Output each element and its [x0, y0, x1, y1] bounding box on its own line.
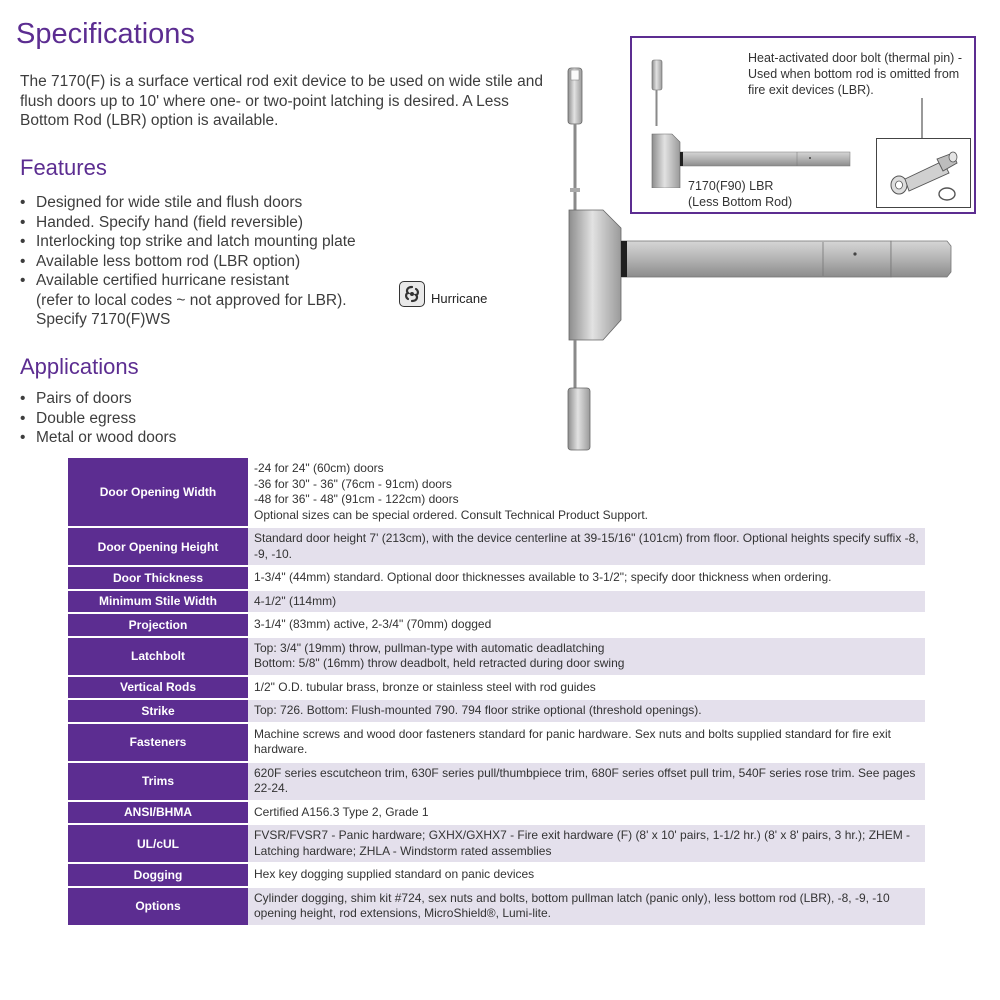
thermal-pin-image	[877, 139, 970, 207]
table-row	[68, 590, 925, 614]
row-label: Dogging	[68, 863, 248, 887]
list-item: • Designed for wide stile and flush doors	[20, 194, 303, 211]
features-heading: Features	[20, 155, 107, 180]
row-label: Vertical Rods	[68, 676, 248, 700]
list-item: • Pairs of doors	[20, 390, 132, 407]
row-value: 3-1/4" (83mm) active, 2-3/4" (70mm) dogged	[248, 613, 925, 637]
row-label: Door Opening Width	[68, 458, 248, 527]
table-row	[68, 824, 925, 863]
row-label: ANSI/BHMA	[68, 801, 248, 825]
list-item: • Handed. Specify hand (field reversible)	[20, 213, 304, 231]
row-value: Standard door height 7' (213cm), with the device centerline at 39-15/16" (101cm) from floor. Optional heights specify suffix -8, -9, -10.	[248, 527, 925, 566]
row-label: Door Thickness	[68, 566, 248, 590]
table-row	[68, 458, 925, 527]
row-value: 620F series escutcheon trim, 630F series pull/thumbpiece trim, 680F series offset pull trim, 540F series rose trim. See pages 22-24.	[248, 762, 925, 801]
table-row	[68, 613, 925, 637]
intro-paragraph: The 7170(F) is a surface vertical rod exit device to be used on wide stile and flush doors up to 10' where one- or two-point latching is desired. A Less Bottom Rod (LBR) option is available.	[20, 73, 543, 129]
row-label: Strike	[68, 699, 248, 723]
row-label: Options	[68, 887, 248, 926]
hurricane-badge	[399, 281, 487, 307]
row-label: Latchbolt	[68, 637, 248, 676]
row-value: 1-3/4" (44mm) standard. Optional door thicknesses available to 3-1/2"; specify door thickness when ordering.	[248, 566, 925, 590]
row-value: 4-1/2" (114mm)	[248, 590, 925, 614]
table-row	[68, 887, 925, 926]
hurricane-icon	[399, 281, 425, 307]
table-row	[68, 699, 925, 723]
table-row	[68, 801, 925, 825]
list-item: • Interlocking top strike and latch mounting plate	[20, 233, 356, 250]
hurricane-label: Hurricane	[431, 290, 488, 306]
list-item: • Double egress	[20, 409, 136, 427]
table-row	[68, 676, 925, 700]
features-list	[18, 193, 356, 330]
row-label: Projection	[68, 613, 248, 637]
lbr-inset-panel	[630, 36, 976, 214]
table-row	[68, 637, 925, 676]
row-label: Minimum Stile Width	[68, 590, 248, 614]
applications-heading: Applications	[20, 354, 139, 379]
row-value: Certified A156.3 Type 2, Grade 1	[248, 801, 925, 825]
lbr-caption: 7170(F90) LBR (Less Bottom Rod)	[688, 179, 793, 209]
list-item: • Available certified hurricane resistant (refer to local codes ~ not approved for LBR). Specify 7170(F)WS	[20, 272, 347, 328]
table-row	[68, 527, 925, 566]
row-label: Fasteners	[68, 723, 248, 762]
applications-list	[18, 389, 176, 448]
table-row	[68, 863, 925, 887]
row-value: -24 for 24" (60cm) doors -36 for 30" - 36" (76cm - 91cm) doors -48 for 36" - 48" (91cm - 122cm) doors Optional sizes can be special ordered. Consult Technical Product Support.	[248, 458, 925, 527]
row-label: UL/cUL	[68, 824, 248, 863]
row-value: Top: 726. Bottom: Flush-mounted 790. 794 floor strike optional (threshold openings).	[248, 699, 925, 723]
row-label: Door Opening Height	[68, 527, 248, 566]
list-item: • Available less bottom rod (LBR option)	[20, 252, 301, 270]
list-item: • Metal or wood doors	[20, 429, 177, 446]
thermal-pin-detail	[876, 138, 971, 208]
thermal-pin-note: Heat-activated door bolt (thermal pin) - Used when bottom rod is omitted from fire exit devices (LBR).	[748, 51, 962, 97]
specifications-table	[68, 458, 925, 927]
row-value: 1/2" O.D. tubular brass, bronze or stainless steel with rod guides	[248, 676, 925, 700]
table-row	[68, 566, 925, 590]
table-row	[68, 723, 925, 762]
row-value: Top: 3/4" (19mm) throw, pullman-type with automatic deadlatching Bottom: 5/8" (16mm) throw deadbolt, held retracted during door swing	[248, 637, 925, 676]
row-value: FVSR/FVSR7 - Panic hardware; GXHX/GXHX7 - Fire exit hardware (F) (8' x 10' pairs, 1-1/2 hr.) (8' x 8' pairs, 3 hr.); ZHEM - Latching hardware; ZHLA - Windstorm rated assemblies	[248, 824, 925, 863]
table-row	[68, 762, 925, 801]
row-value: Machine screws and wood door fasteners standard for panic hardware. Sex nuts and bolts supplied standard for fire exit hardware.	[248, 723, 925, 762]
row-label: Trims	[68, 762, 248, 801]
page-title: Specifications	[16, 18, 195, 50]
row-value: Hex key dogging supplied standard on panic devices	[248, 863, 925, 887]
row-value: Cylinder dogging, shim kit #724, sex nuts and bolts, bottom pullman latch (panic only), less bottom rod (LBR), -8, -9, -10 opening height, rod extensions, MicroShield®, Lumi-lite.	[248, 887, 925, 926]
